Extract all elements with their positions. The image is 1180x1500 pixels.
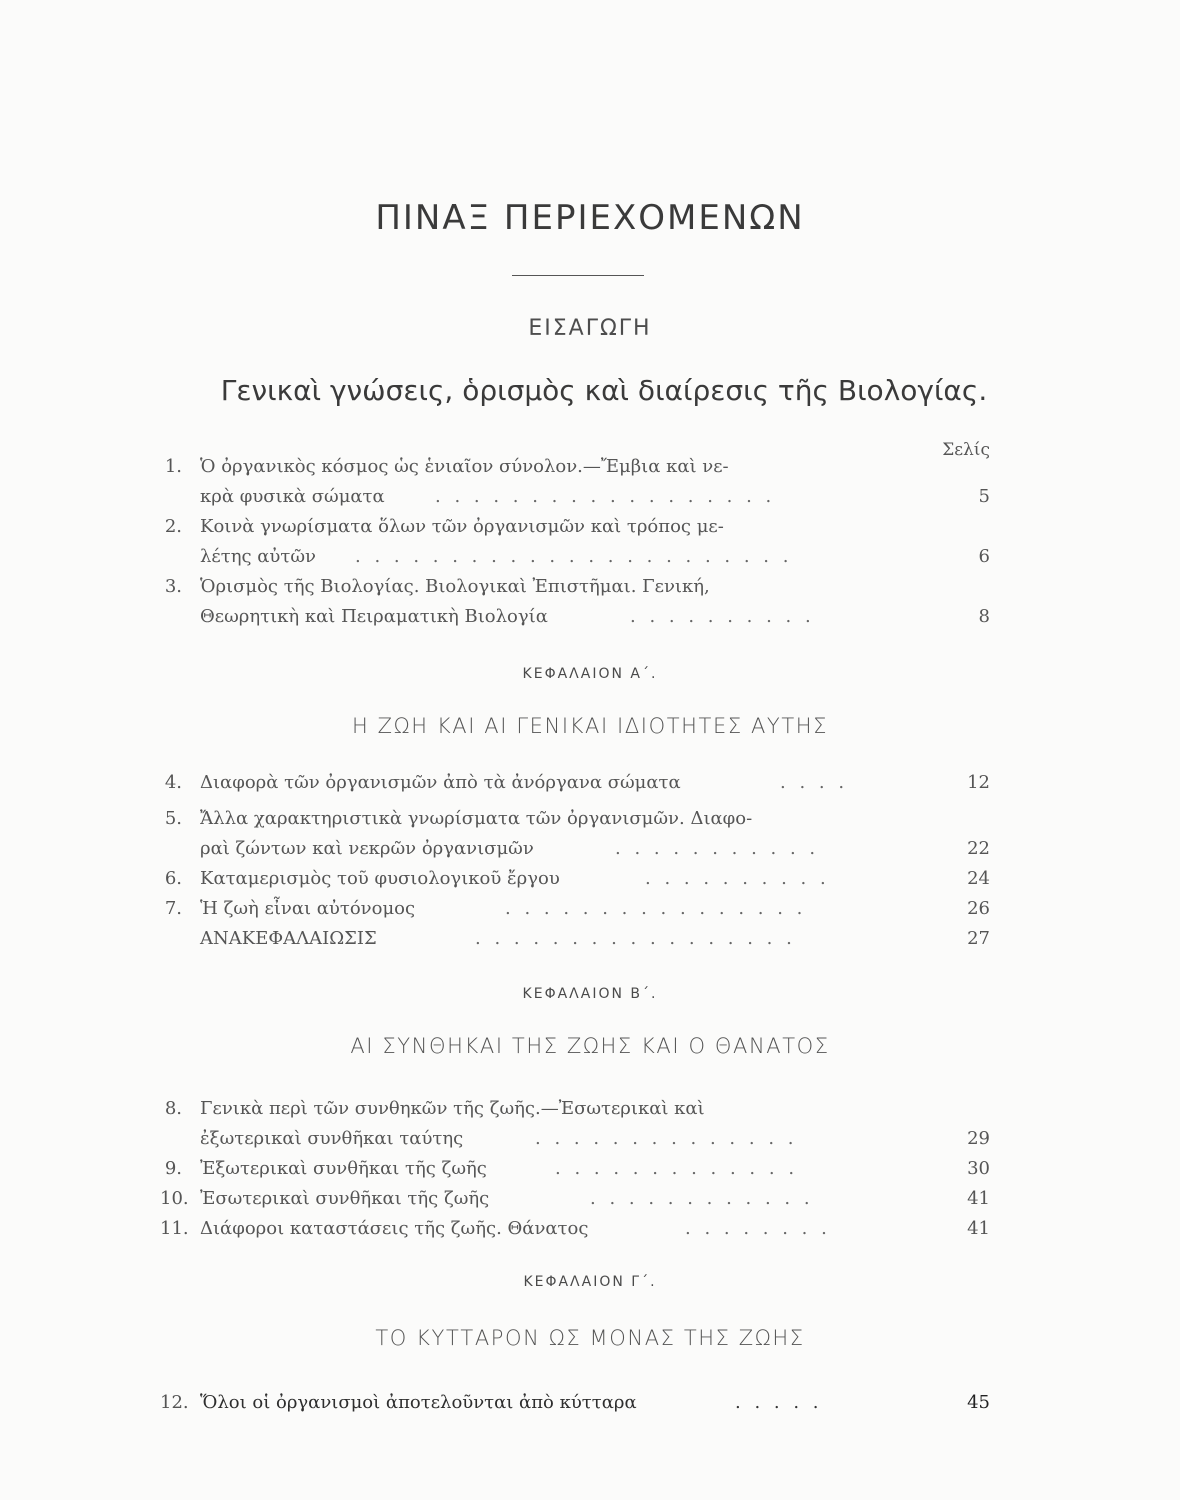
chapter-a-label: ΚΕΦΑΛΑΙΟΝ Α΄. — [522, 666, 658, 682]
entry-text: Ἄλλα χαρακτηριστικὰ γνωρίσματα τῶν ὀργανισμῶν. Διαφο- — [200, 808, 753, 829]
entry-number: 5. — [164, 808, 182, 829]
toc-entry: 4. Διαφορὰ τῶν ὀργανισμῶν ἀπὸ τὰ ἀνόργανα σώματα . . . . 12 — [160, 768, 990, 798]
title-divider — [512, 275, 644, 276]
page-column-header: Σελίς — [942, 440, 990, 460]
entry-number: 10. — [160, 1188, 189, 1209]
entry-text-cont: ἐξωτερικαὶ συνθῆκαι ταύτης — [200, 1128, 464, 1149]
entry-text-cont: κρὰ φυσικὰ σώματα — [200, 486, 385, 507]
toc-entry: 11. Διάφοροι καταστάσεις τῆς ζωῆς. Θάνατος . . . . . . . . 41 — [160, 1214, 990, 1244]
toc-entry-continuation: ἐξωτερικαὶ συνθῆκαι ταύτης . . . . . . . . . . . . . . 29 — [160, 1124, 990, 1154]
toc-entry: 10. Ἐσωτερικαὶ συνθῆκαι τῆς ζωῆς . . . . . . . . . . . . 41 — [160, 1184, 990, 1214]
toc-entry: 6. Καταμερισμὸς τοῦ φυσιολογικοῦ ἔργου . . . . . . . . . . 24 — [160, 864, 990, 894]
entry-text: Ἐσωτερικαὶ συνθῆκαι τῆς ζωῆς — [200, 1188, 490, 1209]
entry-number: 3. — [164, 576, 182, 597]
toc-entry — [160, 512, 990, 542]
toc-entry: 9. Ἐξωτερικαὶ συνθῆκαι τῆς ζωῆς . . . . . . . . . . . . . 30 — [160, 1154, 990, 1184]
entry-page: 45 — [967, 1392, 990, 1413]
entry-page: 12 — [967, 772, 990, 793]
entry-number: 9. — [164, 1158, 182, 1179]
toc-entry: 12. Ὅλοι οἱ ὀργανισμοὶ ἀποτελοῦνται ἀπὸ κύτταρα . . . . . 45 — [160, 1388, 990, 1418]
entry-number: 11. — [160, 1218, 189, 1239]
entry-text: Ὅλοι οἱ ὀργανισμοὶ ἀποτελοῦνται ἀπὸ κύτταρα — [200, 1392, 637, 1413]
chapter-b-title: ΑΙ ΣΥΝΘΗΚΑΙ ΤΗΣ ΖΩΗΣ ΚΑΙ Ο ΘΑΝΑΤΟΣ — [350, 1034, 830, 1058]
toc-entry-continuation: κρὰ φυσικὰ σώματα . . . . . . . . . . . . . . . . . . 5 — [160, 482, 990, 512]
entry-number: 8. — [164, 1098, 182, 1119]
entry-page: 24 — [967, 868, 990, 889]
toc-entry — [160, 572, 990, 602]
entry-number: 6. — [164, 868, 182, 889]
entry-page: 29 — [967, 1128, 990, 1149]
entry-text: Διάφοροι καταστάσεις τῆς ζωῆς. Θάνατος — [200, 1218, 589, 1239]
chapter-c-title: ΤΟ ΚΥΤΤΑΡΟΝ ΩΣ ΜΟΝΑΣ ΤΗΣ ΖΩΗΣ — [375, 1326, 805, 1350]
entry-text: Ἡ ζωὴ εἶναι αὐτόνομος — [200, 898, 416, 919]
page-title: ΠΙΝΑΞ ΠΕΡΙΕΧΟΜΕΝΩΝ — [375, 198, 805, 238]
toc-entry — [160, 1094, 990, 1124]
entry-number: 12. — [160, 1392, 189, 1413]
entry-number: 2. — [164, 516, 182, 537]
chapter-a-title: Η ΖΩΗ ΚΑΙ ΑΙ ΓΕΝΙΚΑΙ ΙΔΙΟΤΗΤΕΣ ΑΥΤΗΣ — [351, 714, 829, 738]
chapter-c-label: ΚΕΦΑΛΑΙΟΝ Γ΄. — [523, 1274, 657, 1290]
toc-entry: 7. Ἡ ζωὴ εἶναι αὐτόνομος . . . . . . . . . . . . . . . . 26 — [160, 894, 990, 924]
entry-text: Ὁρισμὸς τῆς Βιολογίας. Βιολογικαὶ Ἐπιστῆμαι. Γενική, — [200, 576, 710, 597]
toc-entry-continuation: Θεωρητικὴ καὶ Πειραματικὴ Βιολογία . . . . . . . . . . 8 — [160, 602, 990, 632]
chapter-b-label: ΚΕΦΑΛΑΙΟΝ Β΄. — [522, 986, 658, 1002]
entry-number: 4. — [164, 772, 182, 793]
entry-text: Γενικὰ περὶ τῶν συνθηκῶν τῆς ζωῆς.—Ἐσωτερικαὶ καὶ — [200, 1098, 705, 1119]
entry-number: 1. — [164, 456, 182, 477]
entry-page: 27 — [967, 928, 990, 949]
toc-entry-continuation: λέτης αὐτῶν . . . . . . . . . . . . . . . . . . . . . . . 6 — [160, 542, 990, 572]
entry-text: Καταμερισμὸς τοῦ φυσιολογικοῦ ἔργου — [200, 868, 560, 889]
entry-page: 41 — [967, 1188, 990, 1209]
toc-entry — [160, 452, 990, 482]
entry-text: Ἐξωτερικαὶ συνθῆκαι τῆς ζωῆς — [200, 1158, 487, 1179]
entry-text: Κοινὰ γνωρίσματα ὅλων τῶν ὀργανισμῶν καὶ τρόπος με- — [200, 516, 724, 537]
entry-page: 22 — [967, 838, 990, 859]
entry-page: 6 — [978, 546, 990, 567]
entry-text: ΑΝΑΚΕΦΑΛΑΙΩΣΙΣ — [200, 928, 377, 949]
toc-entry: ΑΝΑΚΕΦΑΛΑΙΩΣΙΣ . . . . . . . . . . . . . . . . . 27 — [160, 924, 990, 954]
introduction-subtitle: Γενικαὶ γνώσεις, ὁρισμὸς καὶ διαίρεσις τῆς Βιολογίας. — [220, 374, 988, 407]
entry-page: 30 — [967, 1158, 990, 1179]
entry-text: Ὁ ὀργανικὸς κόσμος ὡς ἑνιαῖον σύνολον.—Ἔμβια καὶ νε- — [200, 456, 729, 477]
entry-page: 5 — [978, 486, 990, 507]
toc-entry — [160, 804, 990, 834]
entry-number: 7. — [164, 898, 182, 919]
entry-text: Διαφορὰ τῶν ὀργανισμῶν ἀπὸ τὰ ἀνόργανα σώματα — [200, 772, 681, 793]
entry-page: 8 — [978, 606, 990, 627]
toc-entry-continuation: ραὶ ζώντων καὶ νεκρῶν ὀργανισμῶν . . . . . . . . . . . 22 — [160, 834, 990, 864]
entry-text-cont: Θεωρητικὴ καὶ Πειραματικὴ Βιολογία — [200, 606, 548, 627]
entry-page: 41 — [967, 1218, 990, 1239]
entry-text-cont: λέτης αὐτῶν — [200, 546, 316, 567]
introduction-heading: ΕΙΣΑΓΩΓΗ — [528, 316, 652, 341]
entry-text-cont: ραὶ ζώντων καὶ νεκρῶν ὀργανισμῶν — [200, 838, 534, 859]
entry-page: 26 — [967, 898, 990, 919]
